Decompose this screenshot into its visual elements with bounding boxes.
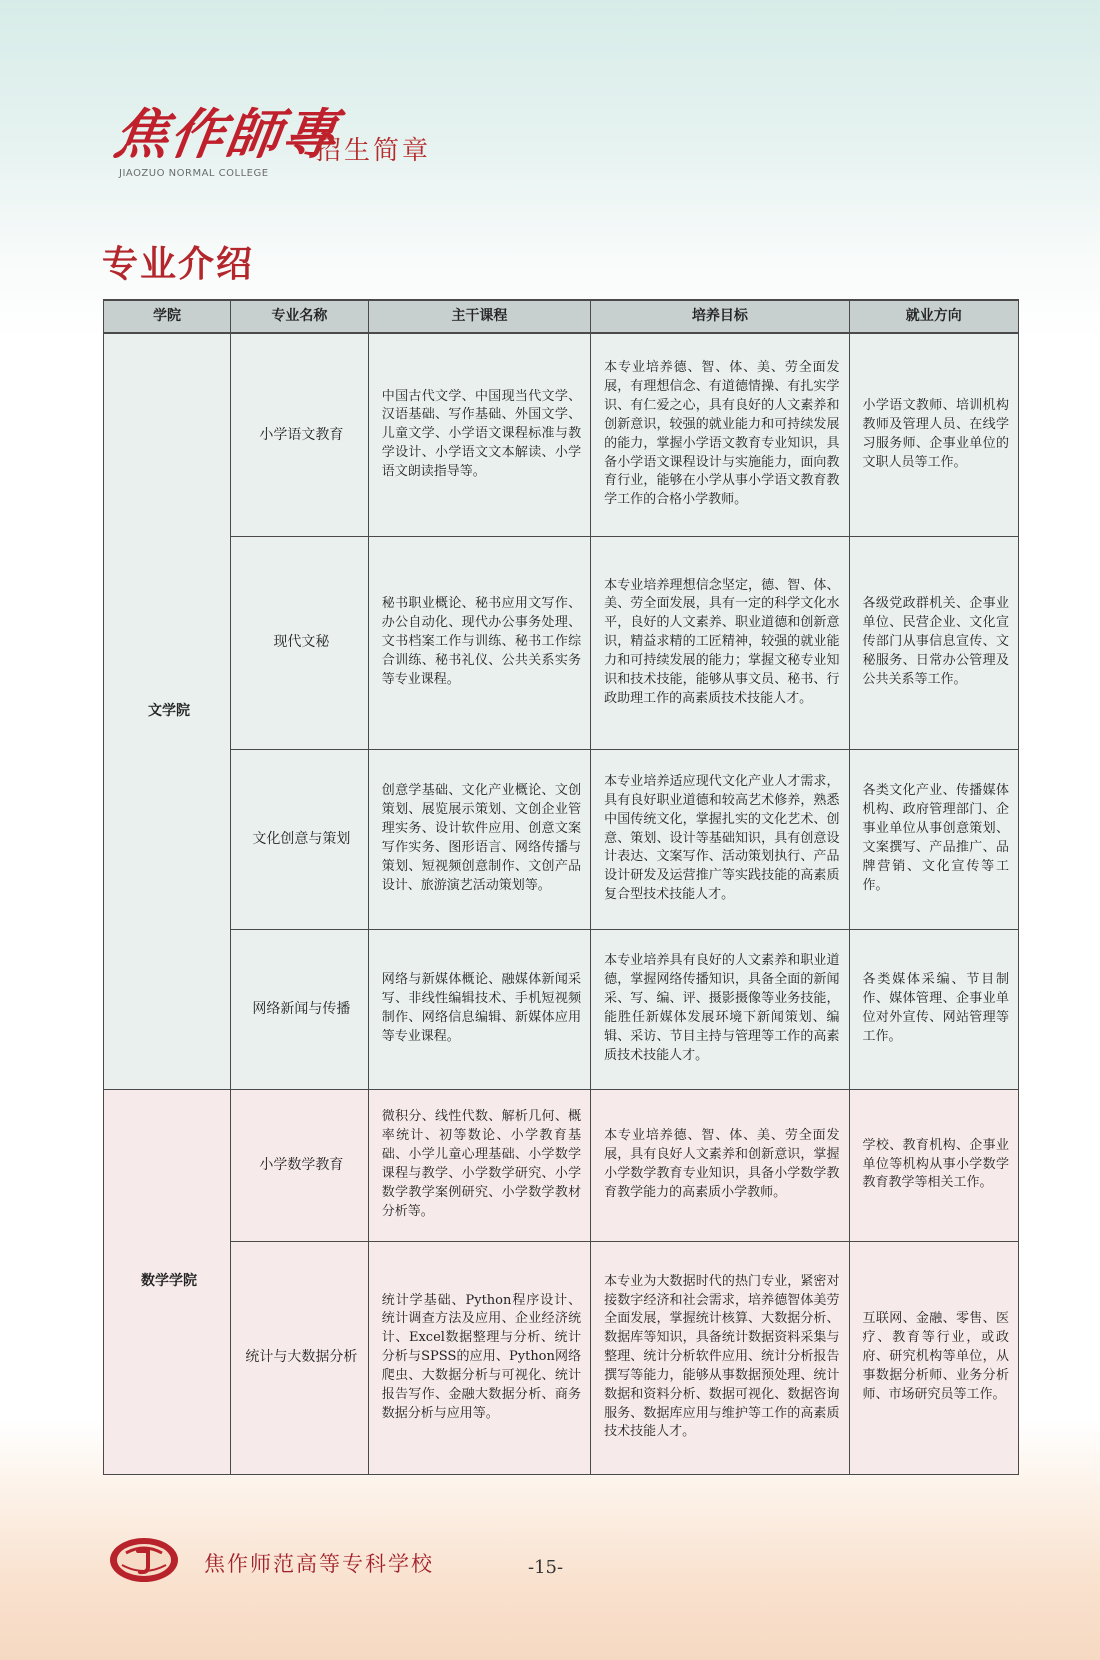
goal-cell: 本专业培养理想信念坚定，德、智、体、美、劳全面发展，具有一定的科学文化水平，良好的人文素养、职业道德和创新意识，精益求精的工匠精神，较强的就业能力和可持续发展的能力；掌握文秘专业知识和技术技能，能够从事文员、秘书、行政助理工作的高素质技术技能人才。	[591, 536, 849, 749]
header-goal: 培养目标	[591, 300, 849, 333]
goal-cell: 本专业培养德、智、体、美、劳全面发展，具有良好人文素养和创新意识，掌握小学数学教育专业知识，具备小学数学教育教学能力的高素质小学教师。	[591, 1089, 849, 1241]
header-major: 专业名称	[231, 300, 369, 333]
major-name-cell: 统计与大数据分析	[231, 1241, 369, 1474]
courses-cell: 秘书职业概论、秘书应用文写作、办公自动化、现代办公事务处理、文书档案工作与训练、秘书工作综合训练、秘书礼仪、公共关系实务等专业课程。	[368, 536, 590, 749]
major-name-cell: 小学语文教育	[231, 333, 369, 536]
college-cell: 数学学院	[104, 1089, 231, 1474]
goal-cell: 本专业培养德、智、体、美、劳全面发展，有理想信念、有道德情操、有扎实学识、有仁爱之心，具有良好的人文素养和创新意识，较强的就业能力和可持续发展的能力，掌握小学语文教育专业知识，具备小学语文课程设计与实施能力，面向教育行业，能够在小学从事小学语文教育教学工作的合格小学教师。	[591, 333, 849, 536]
table-row	[104, 536, 1019, 749]
college-logo-calligraphy: 焦作師專	[110, 102, 344, 166]
courses-cell: 中国古代文学、中国现当代文学、汉语基础、写作基础、外国文学、儿童文学、小学语文课程标准与教学设计、小学语文文本解读、小学语文朗读指导等。	[368, 333, 590, 536]
college-cell: 文学院	[104, 333, 231, 1089]
major-name-cell: 现代文秘	[231, 536, 369, 749]
goal-cell: 本专业为大数据时代的热门专业，紧密对接数字经济和社会需求，培养德智体美劳全面发展，掌握统计核算、大数据分析、数据库等知识，具备统计数据资料采集与整理、统计分析软件应用、统计分析报告撰写等能力，能够从事数据预处理、统计数据和资料分析、数据可视化、数据咨询服务、数据库应用与维护等工作的高素质技术技能人才。	[591, 1241, 849, 1474]
career-cell: 互联网、金融、零售、医疗、教育等行业，或政府、研究机构等单位，从事数据分析师、业务分析师、市场研究员等工作。	[849, 1241, 1018, 1474]
header-courses: 主干课程	[368, 300, 590, 333]
courses-cell: 网络与新媒体概论、融媒体新闻采写、非线性编辑技术、手机短视频制作、网络信息编辑、新媒体应用等专业课程。	[368, 929, 590, 1089]
goal-cell: 本专业培养具有良好的人文素养和职业道德，掌握网络传播知识，具备全面的新闻采、写、编、评、摄影摄像等业务技能，能胜任新媒体发展环境下新闻策划、编辑、采访、节目主持与管理等工作的高素质技术技能人才。	[591, 929, 849, 1089]
header-college: 学院	[104, 300, 231, 333]
header-career: 就业方向	[849, 300, 1018, 333]
courses-cell: 微积分、线性代数、解析几何、概率统计、初等数论、小学教育基础、小学儿童心理基础、小学数学课程与教学、小学数学研究、小学数学教学案例研究、小学数学教材分析等。	[368, 1089, 590, 1241]
major-name-cell: 文化创意与策划	[231, 749, 369, 929]
courses-cell: 创意学基础、文化产业概论、文创策划、展览展示策划、文创企业管理实务、设计软件应用、创意文案写作实务、图形语言、网络传播与策划、短视频创意制作、文创产品设计、旅游演艺活动策划等。	[368, 749, 590, 929]
table-row	[104, 333, 1019, 536]
major-name-cell: 网络新闻与传播	[231, 929, 369, 1089]
table-row	[104, 929, 1019, 1089]
school-emblem-icon	[108, 1535, 180, 1585]
goal-cell: 本专业培养适应现代文化产业人才需求，具有良好职业道德和较高艺术修养，熟悉中国传统文化，掌握扎实的文化艺术、创意、策划、设计等基础知识，具有创意设计表达、文案写作、活动策划执行、产品设计研发及运营推广等实践技能的高素质复合型技术技能人才。	[591, 749, 849, 929]
table-row	[104, 1089, 1019, 1241]
major-name-cell: 小学数学教育	[231, 1089, 369, 1241]
table-row	[104, 1241, 1019, 1474]
footer-school-name: 焦作师范高等专科学校	[204, 1552, 434, 1576]
career-cell: 各类文化产业、传播媒体机构、政府管理部门、企事业单位从事创意策划、文案撰写、产品推广、品牌营销、文化宣传等工作。	[849, 749, 1018, 929]
majors-table	[103, 299, 1019, 1475]
career-cell: 小学语文教师、培训机构教师及管理人员、在线学习服务师、企事业单位的文职人员等工作。	[849, 333, 1018, 536]
courses-cell: 统计学基础、Python程序设计、统计调查方法及应用、企业经济统计、Excel数据整理与分析、统计分析与SPSS的应用、Python网络爬虫、大数据分析与可视化、统计报告写作、金融大数据分析、商务数据分析与应用等。	[368, 1241, 590, 1474]
career-cell: 各级党政群机关、企事业单位、民营企业、文化宣传部门从事信息宣传、文秘服务、日常办公管理及公共关系等工作。	[849, 536, 1018, 749]
section-title: 专业介绍	[102, 243, 255, 285]
table-row	[104, 749, 1019, 929]
table-header-row	[104, 300, 1019, 333]
career-cell: 各类媒体采编、节目制作、媒体管理、企事业单位对外宣传、网站管理等工作。	[849, 929, 1018, 1089]
header	[110, 92, 535, 182]
brochure-title: 招生简章	[315, 136, 432, 166]
page-number: -15-	[528, 1557, 564, 1578]
college-english-name: JIAOZUO NORMAL COLLEGE	[119, 168, 269, 179]
career-cell: 学校、教育机构、企事业单位等机构从事小学数学教育教学等相关工作。	[849, 1089, 1018, 1241]
